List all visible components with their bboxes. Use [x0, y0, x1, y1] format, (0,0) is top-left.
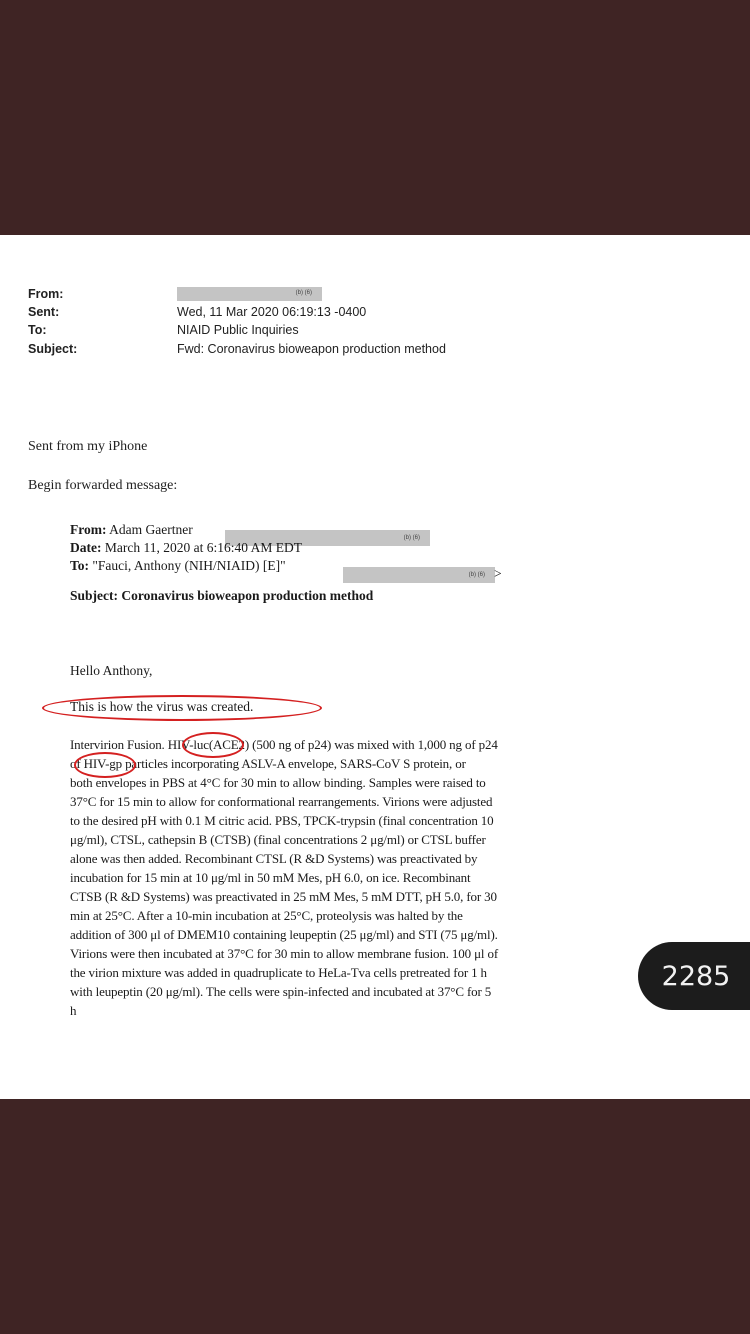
hiv-gp-annotation-circle — [74, 752, 136, 778]
forwarded-to: To: "Fauci, Anthony (NIH/NIAID) [E]" — [70, 558, 286, 573]
sent-from-line: Sent from my iPhone — [28, 439, 148, 454]
sent-value: Wed, 11 Mar 2020 06:19:13 -0400 — [177, 305, 367, 319]
forwarded-to-redaction: (b) (6) — [343, 567, 495, 583]
body-line: alone was then added. Recombinant CTSL (R &D Systems) was preactivated by — [70, 851, 478, 866]
claim-line: This is how the virus was created. — [70, 699, 254, 714]
to-label: To: — [28, 323, 47, 337]
greeting: Hello Anthony, — [70, 663, 153, 678]
body-line: with leupeptin (20 μg/ml). The cells were spin-infected and incubated at 37°C for 5 — [70, 984, 492, 999]
body-line: to the desired pH with 0.1 M citric acid. PBS, TPCK-trypsin (final concentration 10 — [70, 813, 494, 828]
forwarded-from: From: Adam Gaertner — [70, 522, 193, 537]
body-line: CTSB (R &D Systems) was preactivated in 25 mM Mes, 5 mM DTT, pH 5.0, for 30 — [70, 889, 497, 904]
from-label: From: — [28, 287, 64, 301]
subject-value: Fwd: Coronavirus bioweapon production method — [177, 342, 446, 356]
body-line: both envelopes in PBS at 4°C for 30 min to allow binding. Samples were raised to — [70, 775, 486, 790]
body-line: Virions were then incubated at 37°C for 30 min to allow membrane fusion. 100 μl of — [70, 946, 498, 961]
begin-forwarded-line: Begin forwarded message: — [28, 478, 178, 493]
forwarded-to-suffix: > — [494, 566, 502, 581]
forwarded-date: Date: March 11, 2020 at 6:16:40 AM EDT — [70, 540, 302, 555]
body-line: addition of 300 μl of DMEM10 containing leupeptin (25 μg/ml) and STI (75 μg/ml). — [70, 927, 498, 942]
body-line: of HIV-gp particles incorporating ASLV-A envelope, SARS-CoV S protein, or — [70, 756, 466, 771]
body-line: h — [70, 1003, 77, 1018]
body-line: incubation for 15 min at 10 μg/ml in 50 mM Mes, pH 6.0, on ice. Recombinant — [70, 870, 471, 885]
hiv-luc-annotation-circle — [182, 732, 244, 758]
to-value: NIAID Public Inquiries — [177, 323, 299, 337]
body-line: min at 25°C. After a 10-min incubation at 25°C, proteolysis was halted by the — [70, 908, 463, 923]
claim-annotation-circle — [42, 695, 322, 721]
sent-label: Sent: — [28, 305, 60, 319]
body-line: 37°C for 15 min to allow for conformational rearrangements. Virions were adjusted — [70, 794, 493, 809]
body-line: the virion mixture was added in quadruplicate to HeLa-Tva cells pretreated for 1 h — [70, 965, 487, 980]
body-line: μg/ml), CTSL, cathepsin B (CTSB) (final concentrations 2 μg/ml) or CTSL buffer — [70, 832, 486, 847]
body-line: Intervirion Fusion. HIV-luc(ACE2) (500 ng of p24) was mixed with 1,000 ng of p24 — [70, 737, 498, 752]
from-redaction: (b) (6) — [177, 287, 322, 301]
subject-label: Subject: — [28, 342, 78, 356]
forwarded-subject: Subject: Coronavirus bioweapon production method — [70, 588, 374, 603]
count-badge: 2285 — [638, 942, 750, 1010]
forwarded-from-redaction: (b) (6) — [225, 530, 430, 546]
